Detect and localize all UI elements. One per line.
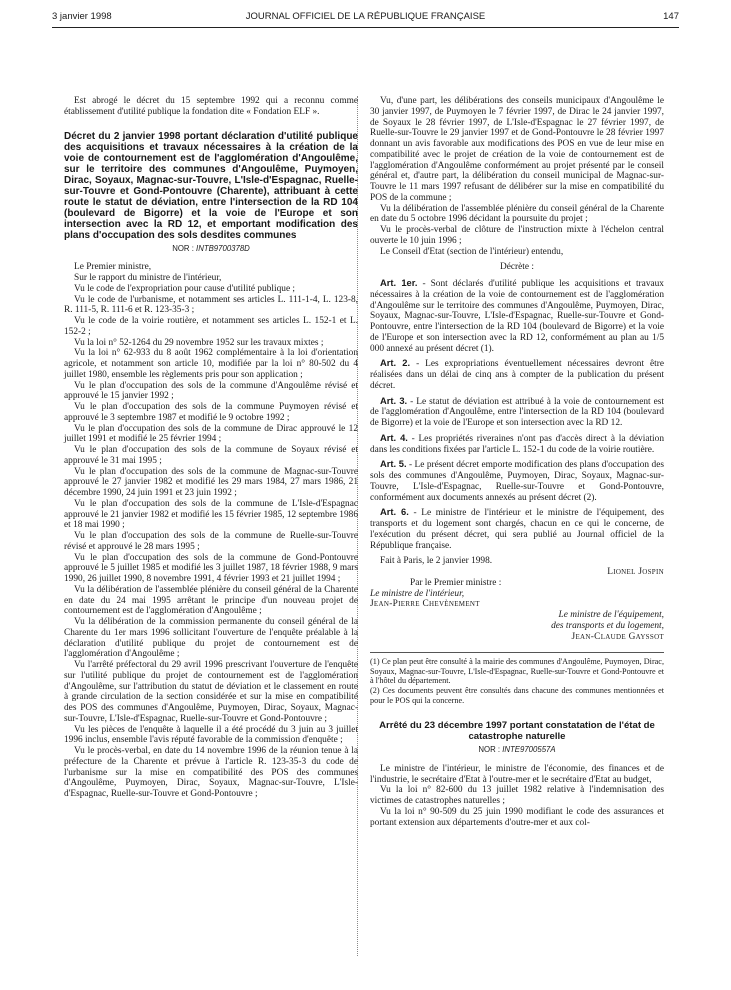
decree-title: Décret du 2 janvier 1998 portant déclaration d'utilité publique des acquisitions et travaux nécessaires à la création de la voie de contournement est de l'agglomération d'Angoulême, sur le territoire des communes d'Angoulême, Puymoyen, Dirac, Soyaux, Magnac-sur-Touvre, L'Isle-d'Espagnac, Ruelle-sur-Touvre et Gond-Pontouvre (Charente), attribuant à cette route le statut de déviation, entre l'intersection de la RD 104 (boulevard de Bigorre) et la voie de l'Europe et son intersection avec la RD 12, et emportant modification des plans d'occupation des sols desdites communes bbox=[64, 130, 358, 241]
paragraph: Vu la délibération de l'assemblée plénière du conseil général de la Charente en date du 5 octobre 1996 décidant la poursuite du projet ; bbox=[370, 203, 664, 225]
left-column bbox=[64, 96, 358, 800]
paragraph: Vu le plan d'occupation des sols de la commune d'Angoulême révisé et approuvé le 15 janvier 1992 ; bbox=[64, 380, 358, 402]
paragraph: Vu le plan d'occupation des sols de la commune de L'Isle-d'Espagnac approuvé le 21 janvier 1982 et modifié les 15 février 1985, 12 septembre 1986 et 18 mai 1990 ; bbox=[64, 498, 358, 531]
paragraph: Vu le plan d'occupation des sols de la commune de Gond-Pontouvre approuvé le 5 juillet 1985 et modifié les 3 juillet 1987, 18 février 1988, 9 mars 1990, 26 juillet 1990, 8 novembre 1991, 4 février 1993 et 21 juillet 1994 ; bbox=[64, 552, 358, 584]
paragraph: Vu la loi n° 90-509 du 25 juin 1990 modifiant le code des assurances et portant extension aux départements d'outre-mer et aux col- bbox=[370, 806, 664, 828]
header-date: 3 janvier 1998 bbox=[52, 11, 112, 22]
signatory-name: Lionel Jospin bbox=[607, 567, 664, 577]
paragraph: Vu le plan d'occupation des sols de la commune de Soyaux révisé et approuvé le 31 mai 1995 ; bbox=[64, 445, 358, 466]
paragraph: Vu le code de la voirie routière, et notamment ses articles L. 152-1 et L. 152-2 ; bbox=[64, 316, 358, 337]
paragraph: Vu les pièces de l'enquête à laquelle il a été procédé du 3 juin au 3 juillet 1996 inclus, ensemble l'avis réputé favorable de la commission d'enquête ; bbox=[64, 724, 358, 746]
article-label: Art. 3. bbox=[380, 395, 408, 406]
nor-value: INTE9700557A bbox=[502, 745, 556, 755]
paragraph: Vu la loi n° 52-1264 du 29 novembre 1952 sur les travaux mixtes ; bbox=[74, 337, 324, 348]
article-label: Art. 5. bbox=[380, 459, 407, 470]
par-le-line: Par le Premier ministre : bbox=[410, 577, 502, 588]
paragraph: Vu le plan d'occupation des sols de la commune de Magnac-sur-Touvre approuvé le 27 janvier 1982 et modifié les 29 mars 1984, 27 mars 1986, 21 décembre 1990, 24 juin 1991 et 23 juin 1992 ; bbox=[64, 466, 358, 498]
footnotes bbox=[370, 652, 664, 705]
article-text: - Le ministre de l'intérieur et le ministre de l'équipement, des transports et du logement sont chargés, chacun en ce qui le concerne, de l'exécution du présent décret, qui sera publié au Journal officiel de la République française. bbox=[370, 508, 664, 551]
fait-line: Fait à Paris, le 2 janvier 1998. bbox=[380, 556, 493, 567]
paragraph: Vu le procès-verbal de clôture de l'instruction mixte à l'échelon central ouverte le 10 juin 1996 ; bbox=[370, 225, 664, 246]
article-4 bbox=[370, 433, 664, 456]
article-label: Art. 1er. bbox=[380, 278, 418, 288]
right-column bbox=[370, 96, 664, 828]
minister1-name: Jean-Pierre Chevènement bbox=[370, 599, 480, 610]
paragraph: Vu le code de l'urbanisme, et notamment ses articles L. 111-1-4, L. 123-8, R. 111-5, R. 111-6 et R. 123-35-3 ; bbox=[64, 294, 358, 316]
article-text: - Le statut de déviation est attribué à la voie de contournement est de l'agglomération d'Angoulême, entre l'intersection de la RD 104 (boulevard de Bigorre) et la voie de l'Europe et son intersection avec la RD 12. bbox=[370, 396, 664, 428]
paragraph: Vu, d'une part, les délibérations des conseils municipaux d'Angoulême le 30 janvier 1997, de Puymoyen le 7 février 1997, de Dirac le 24 janvier 1997, de Soyaux le 28 février 1997, de L'Isle-d'Espagnac le 27 février 1997, de Ruelle-sur-Touvre le 29 janvier 1997 et de Gond-Pontouvre le 28 février 1997 donnant un avis favorable aux modifications des POS en vue de leur mise en compatibilité avec le projet de création de la voie de contournement est de l'agglomération d'Angoulême conformément au projet présenté par le conseil général et, d'autre part, la délibération du conseil municipal de Magnac-sur-Touvre le 11 mars 1997 refusant de délibérer sur la mise en compatibilité du POS de la commune ; bbox=[370, 96, 664, 203]
nor-value: INTB9700378D bbox=[196, 243, 250, 253]
nor-label: NOR : bbox=[478, 745, 501, 755]
header-rule bbox=[52, 27, 679, 28]
article-1 bbox=[370, 278, 664, 354]
page-header bbox=[52, 11, 679, 25]
minister2-title-b: des transports et du logement, bbox=[551, 620, 664, 631]
article-text: - Le présent décret emporte modification des plans d'occupation des sols des communes d'Angoulême, Puymoyen, Dirac, Soyaux, Magnac-sur-Touvre, L'Isle-d'Espagnac, Ruelle-sur-Touvre et Gond-Pontouvre, conformément aux documents annexés au présent décret (2). bbox=[370, 460, 664, 503]
minister1-title: Le ministre de l'intérieur, bbox=[370, 588, 465, 599]
minister2-name: Jean-Claude Gayssot bbox=[571, 631, 664, 642]
paragraph: Vu le plan d'occupation des sols de la commune de Ruelle-sur-Touvre révisé et approuvé le 28 mars 1995 ; bbox=[64, 531, 358, 552]
decree-nor bbox=[64, 244, 358, 255]
paragraph: Vu le plan d'occupation des sols de la commune de Dirac approuvé le 12 juillet 1991 et modifié le 25 février 1994 ; bbox=[64, 423, 358, 445]
nor-label: NOR : bbox=[172, 243, 194, 253]
intro-paragraph: Est abrogé le décret du 15 septembre 1992 qui a reconnu comme établissement d'utilité publique la fondation dite « Fondation ELF ». bbox=[64, 96, 358, 117]
paragraph: Vu la délibération de l'assemblée plénière du conseil général de la Charente en date du 24 mai 1995 arrêtant le principe d'un nouveau projet de contournement est de l'agglomération d'Angoulême ; bbox=[64, 584, 358, 617]
header-page-number: 147 bbox=[663, 11, 679, 22]
paragraph: Sur le rapport du ministre de l'intérieur, bbox=[74, 273, 222, 283]
paragraph: Vu la loi n° 62-933 du 8 août 1962 complémentaire à la loi d'orientation agricole, et notamment son article 10, modifiée par la loi n° 80-502 du 4 juillet 1980, ensemble les règlements pris pour son application ; bbox=[64, 348, 358, 380]
article-label: Art. 4. bbox=[380, 432, 408, 443]
paragraph: Vu le procès-verbal, en date du 14 novembre 1996 de la réunion tenue à la préfecture de la Charente et prévue à l'article R. 123-35-3 du code de l'urbanisme sur la mise en compatibilité des POS des communes d'Angoulême, Puymoyen, Dirac, Soyaux, Magnac-sur-Touvre, L'Isle-d'Espagnac, Ruelle-sur-Touvre et Gond-Pontouvre ; bbox=[64, 746, 358, 799]
left-paragraphs bbox=[64, 262, 358, 800]
decrete-heading: Décrète : bbox=[500, 262, 534, 273]
article-label: Art. 6. bbox=[380, 507, 409, 518]
article-3 bbox=[370, 396, 664, 429]
article-text: - Les propriétés riveraines n'ont pas d'accès direct à la déviation dans les conditions fixées par l'article L. 152-1 du code de la voirie routière. bbox=[370, 433, 665, 455]
minister2-title-a: Le ministre de l'équipement, bbox=[558, 610, 664, 620]
paragraph: Vu le code de l'expropriation pour cause d'utilité publique ; bbox=[74, 283, 296, 294]
paragraph: Le ministre de l'intérieur, le ministre de l'économie, des finances et de l'industrie, le secrétaire d'Etat à l'outre-mer et le secrétaire d'Etat au budget, bbox=[370, 763, 664, 785]
arrete-title: Arrêté du 23 décembre 1997 portant constatation de l'état de catastrophe naturelle bbox=[379, 720, 655, 742]
paragraph: Le Conseil d'Etat (section de l'intérieur) entendu, bbox=[380, 246, 564, 257]
paragraph: Vu la loi n° 82-600 du 13 juillet 1982 relative à l'indemnisation des victimes de catastrophes naturelles ; bbox=[370, 785, 664, 807]
article-text: - Sont déclarés d'utilité publique les acquisitions et travaux nécessaires à la création de la voie de contournement est de l'agglomération d'Angoulême sur le territoire des communes d'Angoulême, Puymoyen, Dirac, Soyaux, Magnac-sur-Touvre, L'Isle-d'Espagnac, Ruelle-sur-Touvre et Gond-Pontouvre, entre l'intersection de la RD 104 (boulevard de Bigorre) et la voie de l'Europe et son intersection avec la RD 12, conformément au plan au 1/5 000 annexé au présent décret (1). bbox=[370, 279, 664, 354]
article-2 bbox=[370, 358, 664, 391]
article-6 bbox=[370, 507, 664, 551]
header-journal-title: JOURNAL OFFICIEL DE LA RÉPUBLIQUE FRANÇAISE bbox=[245, 11, 486, 22]
article-5 bbox=[370, 459, 664, 503]
footnote: (2) Ces documents peuvent être consultés dans chacune des communes mentionnées et pour le POS qui la concerne. bbox=[370, 686, 664, 705]
paragraph: Vu l'arrêté préfectoral du 29 avril 1996 prescrivant l'ouverture de l'enquête sur l'utilité publique du projet de contournement est de l'agglomération d'Angoulême, sur l'attribution du statut de déviation et le classement en route à grande circulation de la section considérée et sur la mise en compatibilité des POS des communes d'Angoulême, Puymoyen, Dirac, Soyaux, Magnac-sur-Touvre, L'Isle-d'Espagnac, Ruelle-sur-Touvre et Gond-Pontouvre ; bbox=[64, 660, 358, 724]
paragraph: Vu le plan d'occupation des sols de la commune Puymoyen révisé et approuvé le 3 septembre 1987 et modifié le 9 octobre 1992 ; bbox=[64, 402, 358, 423]
footnote: (1) Ce plan peut être consulté à la mairie des communes d'Angoulême, Puymoyen, Dirac, Soyaux, Magnac-sur-Touvre, L'Isle-d'Espagnac, Ruelle-sur-Touvre et Gond-Pontouvre et à l'hôtel du département. bbox=[370, 657, 664, 686]
article-text: - Les expropriations éventuellement nécessaires devront être réalisées dans un délai de cinq ans à compter de la publication du présent décret. bbox=[370, 359, 665, 391]
article-label: Art. 2. bbox=[380, 358, 411, 369]
arrete-nor bbox=[370, 745, 664, 756]
paragraph: Vu la délibération de la commission permanente du conseil général de la Charente du 1er mars 1996 sollicitant l'ouverture de l'enquête préalable à la déclaration d'utilité publique du projet de contournement est de l'agglomération d'Angoulême ; bbox=[64, 617, 358, 660]
paragraph: Le Premier ministre, bbox=[74, 262, 152, 273]
